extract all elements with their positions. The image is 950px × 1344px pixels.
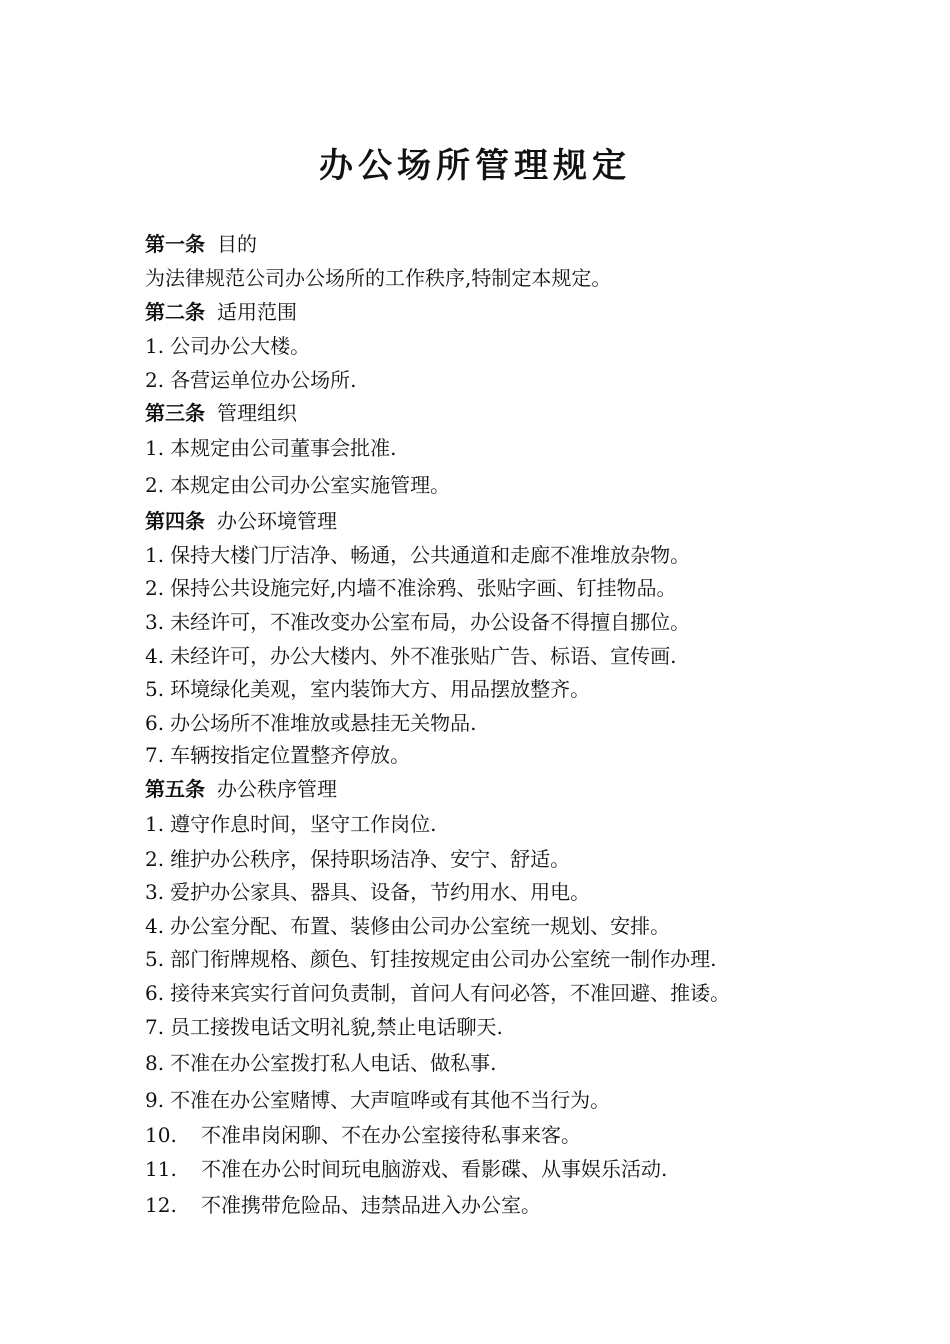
list-item bbox=[145, 708, 476, 738]
item-number: 2. bbox=[145, 368, 165, 392]
article-heading bbox=[145, 297, 297, 327]
list-item bbox=[145, 944, 716, 974]
article-paragraph bbox=[145, 263, 611, 293]
item-text: 维护办公秩序，保持职场洁净、安宁、舒适。 bbox=[170, 847, 571, 871]
item-text: 未经许可，办公大楼内、外不准张贴广告、标语、宣传画. bbox=[170, 644, 677, 668]
list-item bbox=[145, 1120, 581, 1150]
item-number: 4. bbox=[145, 644, 165, 668]
paragraph-text: 为法律规范公司办公场所的工作秩序,特制定本规定。 bbox=[145, 266, 612, 290]
list-item bbox=[145, 809, 436, 839]
item-number: 6. bbox=[145, 711, 165, 735]
list-item bbox=[145, 1190, 541, 1220]
article-number: 第四条 bbox=[145, 509, 205, 533]
article-heading bbox=[145, 398, 297, 428]
item-number: 1. bbox=[145, 812, 165, 836]
item-number: 12. bbox=[145, 1193, 177, 1217]
list-item bbox=[145, 1085, 610, 1115]
article-heading-text: 办公环境管理 bbox=[217, 509, 337, 533]
item-number: 8. bbox=[145, 1051, 165, 1075]
list-item bbox=[145, 674, 590, 704]
list-item bbox=[145, 607, 690, 637]
item-number: 2. bbox=[145, 847, 165, 871]
item-text: 未经许可，不准改变办公室布局，办公设备不得擅自挪位。 bbox=[170, 610, 691, 634]
article-heading-text: 办公秩序管理 bbox=[217, 777, 337, 801]
article-heading-text: 管理组织 bbox=[217, 401, 297, 425]
list-item bbox=[145, 740, 410, 770]
list-item bbox=[145, 1048, 496, 1078]
item-text: 员工接拨电话文明礼貌,禁止电话聊天. bbox=[170, 1015, 503, 1039]
item-text: 部门衔牌规格、颜色、钉挂按规定由公司办公室统一制作办理. bbox=[170, 947, 717, 971]
item-text: 不准携带危险品、违禁品进入办公室。 bbox=[201, 1193, 541, 1217]
item-number: 11. bbox=[145, 1157, 177, 1181]
list-item bbox=[145, 1012, 503, 1042]
item-text: 爱护办公家具、器具、设备，节约用水、用电。 bbox=[170, 880, 591, 904]
list-item bbox=[145, 1154, 667, 1184]
item-text: 保持公共设施完好,内墙不准涂鸦、张贴字画、钉挂物品。 bbox=[170, 576, 677, 600]
item-text: 公司办公大楼。 bbox=[170, 334, 311, 358]
document-title: 办公场所管理规定 bbox=[319, 146, 631, 186]
item-text: 保持大楼门厅洁净、畅通，公共通道和走廊不准堆放杂物。 bbox=[170, 543, 691, 567]
item-number: 1. bbox=[145, 543, 165, 567]
article-number: 第三条 bbox=[145, 401, 205, 425]
item-number: 4. bbox=[145, 914, 165, 938]
list-item bbox=[145, 365, 356, 395]
list-item bbox=[145, 573, 676, 603]
article-number: 第五条 bbox=[145, 777, 205, 801]
item-number: 7. bbox=[145, 1015, 165, 1039]
item-text: 办公场所不准堆放或悬挂无关物品. bbox=[170, 711, 477, 735]
article-heading bbox=[145, 774, 337, 804]
list-item bbox=[145, 911, 670, 941]
item-number: 2. bbox=[145, 473, 165, 497]
item-number: 6. bbox=[145, 981, 165, 1005]
list-item bbox=[145, 844, 570, 874]
list-item bbox=[145, 877, 590, 907]
item-text: 接待来宾实行首问负责制，首问人有问必答，不准回避、推诿。 bbox=[170, 981, 731, 1005]
item-text: 办公室分配、布置、装修由公司办公室统一规划、安排。 bbox=[170, 914, 671, 938]
list-item bbox=[145, 470, 450, 500]
item-text: 环境绿化美观，室内装饰大方、用品摆放整齐。 bbox=[170, 677, 591, 701]
article-number: 第二条 bbox=[145, 300, 205, 324]
list-item bbox=[145, 331, 310, 361]
item-text: 不准在办公时间玩电脑游戏、看影碟、从事娱乐活动. bbox=[201, 1157, 668, 1181]
item-number: 5. bbox=[145, 677, 165, 701]
item-number: 2. bbox=[145, 576, 165, 600]
list-item bbox=[145, 978, 730, 1008]
article-heading bbox=[145, 229, 257, 259]
item-number: 1. bbox=[145, 436, 165, 460]
item-number: 9. bbox=[145, 1088, 165, 1112]
item-number: 3. bbox=[145, 880, 165, 904]
item-text: 车辆按指定位置整齐停放。 bbox=[170, 743, 411, 767]
item-number: 10. bbox=[145, 1123, 177, 1147]
item-number: 5. bbox=[145, 947, 165, 971]
article-heading bbox=[145, 506, 337, 536]
item-text: 本规定由公司办公室实施管理。 bbox=[170, 473, 451, 497]
item-text: 不准在办公室赌博、大声喧哗或有其他不当行为。 bbox=[170, 1088, 611, 1112]
item-text: 本规定由公司董事会批准. bbox=[170, 436, 397, 460]
item-text: 不准在办公室拨打私人电话、做私事. bbox=[170, 1051, 497, 1075]
list-item bbox=[145, 433, 396, 463]
article-number: 第一条 bbox=[145, 232, 205, 256]
article-heading-text: 目的 bbox=[217, 232, 257, 256]
item-text: 各营运单位办公场所. bbox=[170, 368, 357, 392]
item-text: 遵守作息时间，坚守工作岗位. bbox=[170, 812, 437, 836]
list-item bbox=[145, 540, 690, 570]
item-text: 不准串岗闲聊、不在办公室接待私事来客。 bbox=[201, 1123, 581, 1147]
item-number: 1. bbox=[145, 334, 165, 358]
item-number: 7. bbox=[145, 743, 165, 767]
list-item bbox=[145, 641, 676, 671]
item-number: 3. bbox=[145, 610, 165, 634]
article-heading-text: 适用范围 bbox=[217, 300, 297, 324]
